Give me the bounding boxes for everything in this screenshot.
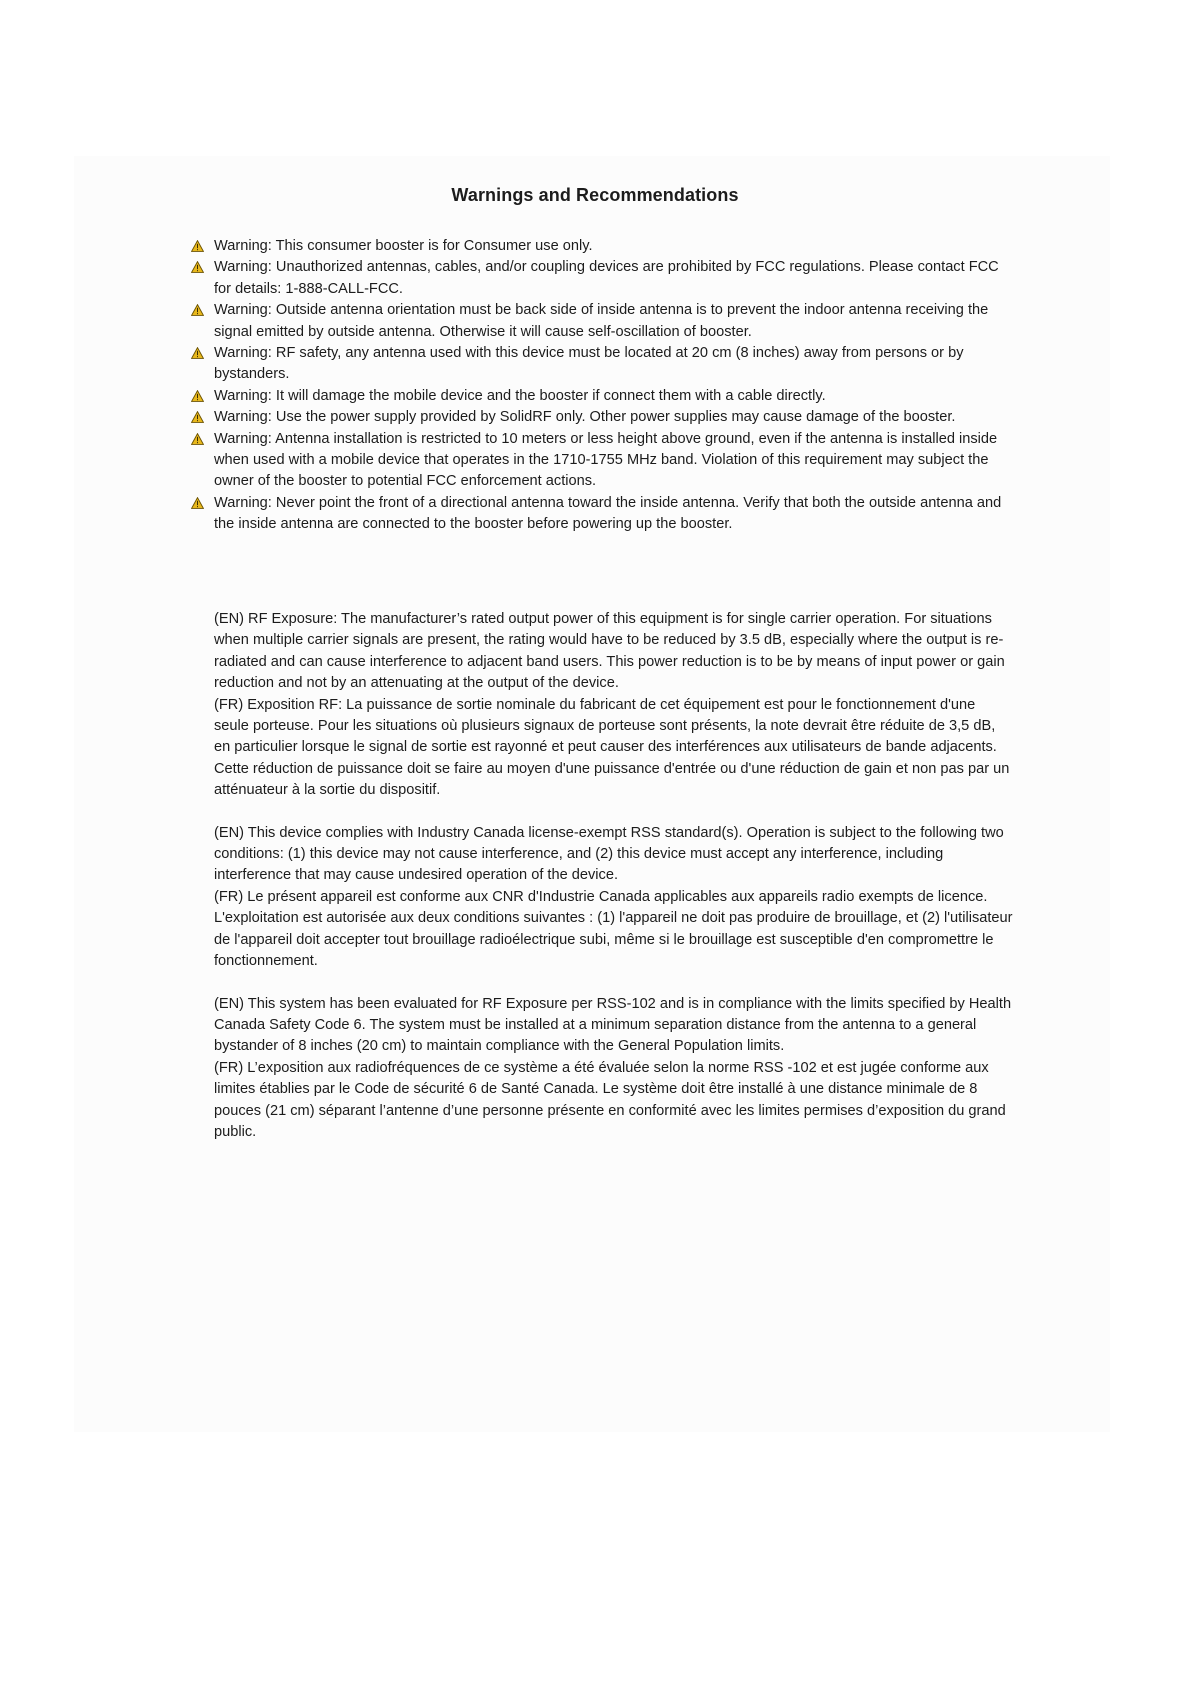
warning-text: Warning: It will damage the mobile device and the booster if connect them with a cable directly. [214,387,826,404]
warning-text: Warning: Use the power supply provided by SolidRF only. Other power supplies may cause damage of the booster. [214,409,956,426]
warning-text: Warning: Unauthorized antennas, cables, and/or coupling devices are prohibited by FCC regulations. Please contact FCC for details: 1-888-CALL-FCC. [214,259,999,297]
industry-canada-en: (EN) This device complies with Industry Canada license-exempt RSS standard(s). Operation is subject to the following two conditions: (1) this device may not cause interference, and (2) this device must accept any interference, including interference that may cause undesired operation of the device. [214,824,1004,884]
warning-item [190,343,1010,386]
rss-102-fr: (FR) L’exposition aux radiofréquences de ce système a été évaluée selon la norme RSS -102 et est jugée conforme aux limites établies par le Code de sécurité 6 de Santé Canada. Le système doit être installé à une distance minimale de 8 pouces (21 cm) séparant l’antenne d’une personne présente en conformité avec les limites permises d’exposition du grand public. [214,1059,1006,1140]
warning-item [190,236,1010,257]
warning-item [190,429,1010,493]
warning-text: Warning: Never point the front of a directional antenna toward the inside antenna. Verify that both the outside antenna and the inside antenna are connected to the booster before powering up the booster. [214,494,1002,533]
rss-102-notice [214,994,1014,1144]
document-title: Warnings and Recommendations [451,185,739,205]
rss-102-en: (EN) This system has been evaluated for RF Exposure per RSS-102 and is in compliance with the limits specified by Health Canada Safety Code 6. The system must be installed at a minimum separation distance from the antenna to a general bystander of 8 inches (20 cm) to maintain compliance with the General Population limits. [214,995,1012,1055]
warning-item [190,386,1010,407]
warning-text: Warning: This consumer booster is for Consumer use only. [214,238,593,254]
warning-triangle-icon [191,347,204,359]
warning-item [190,300,1010,343]
warning-item [190,407,1010,428]
warnings-list [190,236,1010,536]
warning-text: Warning: Antenna installation is restricted to 10 meters or less height above ground, even if the antenna is installed inside when used with a mobile device that operates in the 1710-1755 MHz band. Violation of this requirement may subject the owner of the booster to potential FCC enforcement actions. [214,430,998,490]
compliance-notices [214,609,1014,1164]
rf-exposure-notice [214,609,1014,802]
warning-triangle-icon [191,240,204,252]
industry-canada-fr: (FR) Le présent appareil est conforme aux CNR d'Industrie Canada applicables aux appareils radio exempts de licence. L'exploitation est autorisée aux deux conditions suivantes : (1) l'appareil ne doit pas produire de brouillage, et (2) l'utilisateur de l'appareil doit accepter tout brouillage radioélectrique subi, même si le brouillage est susceptible d'en compromettre le fonctionnement. [214,888,1013,970]
warning-text: Warning: Outside antenna orientation must be back side of inside antenna is to prevent the indoor antenna receiving the signal emitted by outside antenna. Otherwise it will cause self-oscillation of booster. [214,302,989,340]
rf-exposure-fr: (FR) Exposition RF: La puissance de sortie nominale du fabricant de cet équipement est pour le fonctionnement d'une seule porteuse. Pour les situations où plusieurs signaux de porteuse sont présents, la note devrait être réduite de 3,5 dB, en particulier lorsque le signal de sortie est rayonné et peut causer des interférences aux utilisateurs de bande adjacents. Cette réduction de puissance doit se faire au moyen d'une puissance d'entrée ou d'une réduction de gain et non pas par un atténuateur à la sortie du dispositif. [214,696,1010,799]
rf-exposure-en: (EN) RF Exposure: The manufacturer’s rated output power of this equipment is for single carrier operation. For situations when multiple carrier signals are present, the rating would have to be reduced by 3.5 dB, especially where the output is re-radiated and can cause interference to adjacent band users. This power reduction is to be by means of input power or gain reduction and not by an attenuating at the output of the device. [214,611,1005,692]
warning-triangle-icon [191,304,204,316]
warning-item [190,493,1010,536]
warning-triangle-icon [191,411,204,423]
warning-triangle-icon [191,433,204,445]
warning-triangle-icon [191,390,204,402]
warning-text: Warning: RF safety, any antenna used with this device must be located at 20 cm (8 inches) away from persons or by bystanders. [214,345,964,383]
warning-item [190,257,1010,300]
warning-triangle-icon [191,497,204,509]
industry-canada-notice [214,823,1014,973]
warning-triangle-icon [191,261,204,273]
